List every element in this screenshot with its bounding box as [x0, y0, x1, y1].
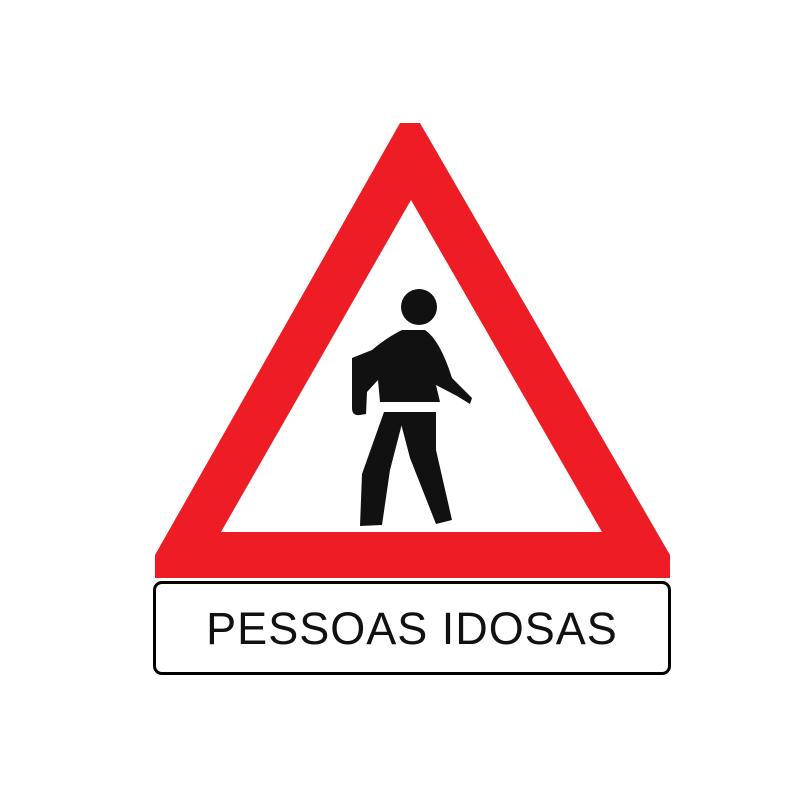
plate-label: PESSOAS IDOSAS	[206, 602, 618, 654]
text-plate	[153, 581, 671, 675]
